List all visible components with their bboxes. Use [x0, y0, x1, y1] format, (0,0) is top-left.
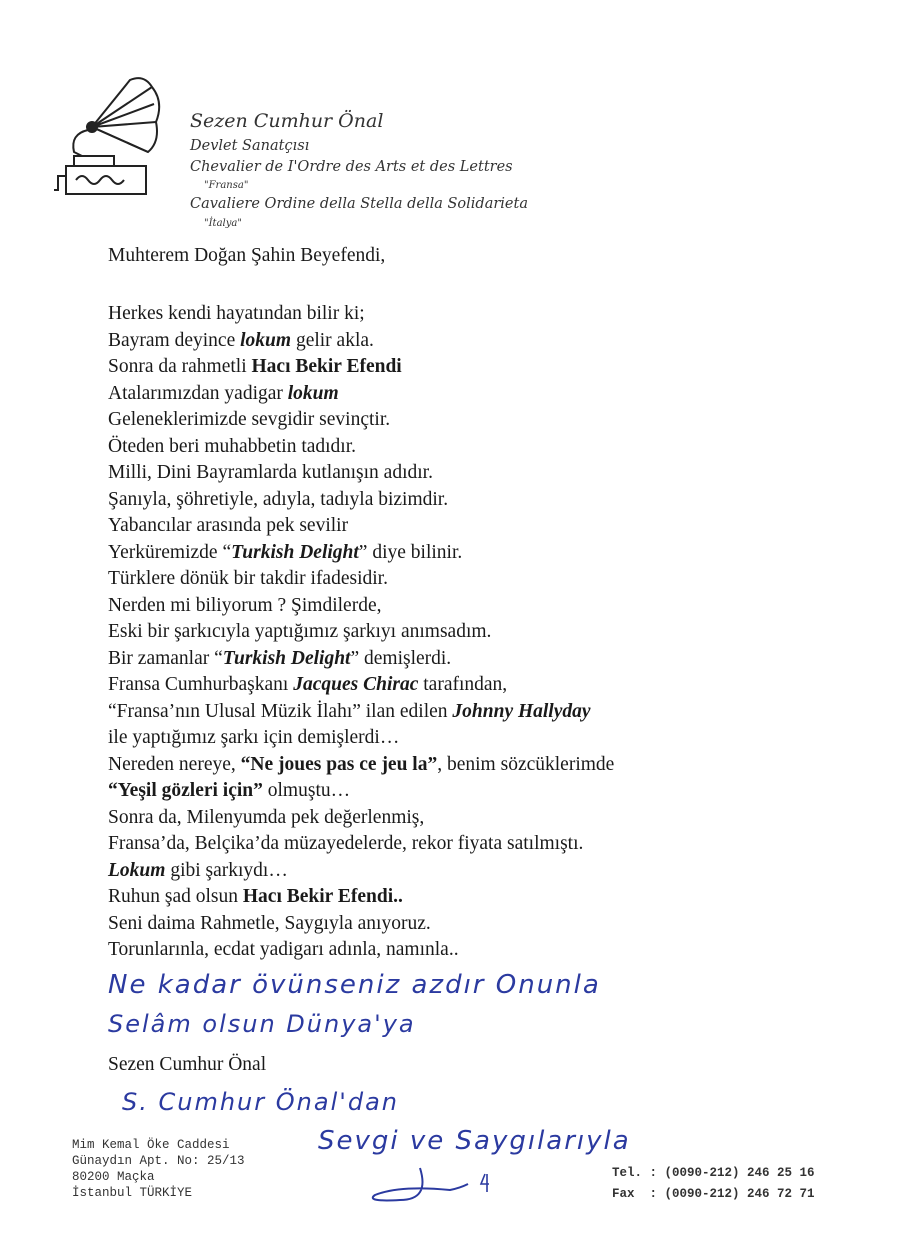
body-line: [108, 937, 614, 964]
emphasized-text: Hacı Bekir Efendi: [251, 356, 402, 377]
address-line: Mim Kemal Öke Caddesi: [72, 1138, 230, 1152]
body-line: [108, 487, 614, 514]
body-line: [108, 460, 614, 487]
address-block: [72, 1137, 245, 1201]
body-text: gelir akla.: [291, 329, 374, 351]
letterhead-name: Sezen Cumhur Önal: [190, 110, 384, 132]
body-line: [108, 752, 614, 779]
address-line: Günaydın Apt. No: 25/13: [72, 1154, 245, 1168]
address-line: İstanbul TÜRKİYE: [72, 1186, 193, 1200]
body-text: Geleneklerimizde sevgidir sevinçtir.: [108, 409, 391, 430]
body-line: [108, 593, 614, 620]
handwritten-line: S. Cumhur Önal'dan: [122, 1088, 399, 1116]
letterhead-award-1: Chevalier de I'Ordre des Arts et des Lettres: [190, 159, 513, 175]
emphasized-text: “Yeşil gözleri için”: [108, 780, 263, 801]
contact-block: [612, 1163, 815, 1205]
body-text: gibi şarkıydı…: [165, 859, 288, 881]
letterhead-award-2: Cavaliere Ordine della Stella della Solidarieta: [190, 196, 528, 212]
body-line: [108, 566, 614, 593]
body-text: olmuştu…: [262, 780, 351, 801]
body-text: Herkes kendi hayatından bilir ki;: [108, 303, 365, 324]
body-text: Türklere dönük bir takdir ifadesidir.: [108, 568, 388, 589]
body-text: Atalarımızdan yadigar: [108, 382, 288, 404]
handwritten-line: Ne kadar övünseniz azdır Onunla: [108, 970, 601, 1000]
body-line: [108, 831, 614, 858]
emphasized-text: lokum: [240, 329, 292, 351]
letter-body: [108, 301, 614, 964]
body-text: Bir zamanlar “: [108, 647, 223, 669]
body-text: ” demişlerdi.: [350, 647, 452, 669]
body-text: Şanıyla, şöhretiyle, adıyla, tadıyla bizimdir.: [108, 488, 449, 510]
emphasized-text: “Ne joues pas ce jeu la”: [240, 753, 438, 775]
body-text: Bayram deyince: [108, 329, 241, 351]
emphasized-text: lokum: [287, 382, 339, 404]
body-line: [108, 434, 614, 461]
body-text: ile yaptığımız şarkı için demişlerdi…: [108, 727, 400, 748]
telephone: Tel. : (0090-212) 246 25 16: [612, 1166, 815, 1180]
body-text: Nerden mi biliyorum ? Şimdilerde,: [108, 594, 382, 616]
letterhead-award-1-country: "Fransa": [204, 180, 249, 191]
body-text: Nereden nereye,: [108, 753, 241, 775]
body-text: Yerküremizde “: [108, 541, 232, 563]
letterhead-title: Devlet Sanatçısı: [190, 138, 310, 154]
gramophone-icon: [52, 72, 172, 197]
handwritten-signature: [360, 1160, 510, 1210]
body-line: [108, 672, 614, 699]
body-text: ” diye bilinir.: [358, 541, 463, 563]
body-line: [108, 778, 614, 805]
body-text: Fransa Cumhurbaşkanı: [108, 674, 294, 695]
body-text: , benim sözcüklerimde: [437, 753, 615, 775]
emphasized-text: Johnny Hallyday: [452, 700, 591, 722]
handwritten-line: Sevgi ve Saygılarıyla: [318, 1126, 631, 1156]
body-line: [108, 858, 614, 885]
body-line: [108, 725, 614, 752]
fax: Fax : (0090-212) 246 72 71: [612, 1187, 815, 1201]
body-text: “Fransa’nın Ulusal Müzik İlahı” ilan edilen: [108, 700, 453, 722]
body-line: [108, 513, 614, 540]
body-text: Yabancılar arasında pek sevilir: [108, 515, 349, 536]
emphasized-text: Turkish Delight: [231, 541, 359, 563]
handwritten-line: Selâm olsun Dünya'ya: [108, 1010, 416, 1038]
body-line: [108, 381, 614, 408]
body-text: Sonra da rahmetli: [108, 356, 252, 377]
body-line: [108, 619, 614, 646]
body-line: [108, 301, 614, 328]
signature-name: Sezen Cumhur Önal: [108, 1054, 267, 1075]
emphasized-text: Jacques Chirac: [293, 674, 419, 695]
body-text: Eski bir şarkıcıyla yaptığımız şarkıyı anımsadım.: [108, 621, 492, 642]
emphasized-text: Lokum: [108, 859, 166, 881]
body-line: [108, 354, 614, 381]
body-text: Milli, Dini Bayramlarda kutlanışın adıdır.: [108, 462, 433, 483]
body-line: [108, 699, 614, 726]
body-text: Ruhun şad olsun: [108, 886, 243, 907]
address-line: 80200 Maçka: [72, 1170, 155, 1184]
body-text: Torunlarınla, ecdat yadigarı adınla, namınla..: [108, 939, 459, 960]
body-line: [108, 646, 614, 673]
letterhead-award-2-country: "İtalya": [204, 218, 242, 229]
body-text: Seni daima Rahmetle, Saygıyla anıyoruz.: [108, 912, 431, 934]
body-line: [108, 407, 614, 434]
emphasized-text: Hacı Bekir Efendi..: [242, 886, 403, 907]
body-line: [108, 540, 614, 567]
body-line: [108, 805, 614, 832]
body-line: [108, 328, 614, 355]
body-text: Fransa’da, Belçika’da müzayedelerde, rekor fiyata satılmıştı.: [108, 833, 584, 854]
body-line: [108, 884, 614, 911]
body-text: tarafından,: [418, 674, 508, 695]
body-text: Sonra da, Milenyumda pek değerlenmiş,: [108, 806, 425, 828]
body-text: Öteden beri muhabbetin tadıdır.: [108, 435, 357, 457]
body-line: [108, 911, 614, 938]
salutation: Muhterem Doğan Şahin Beyefendi,: [108, 245, 386, 266]
emphasized-text: Turkish Delight: [222, 647, 351, 669]
